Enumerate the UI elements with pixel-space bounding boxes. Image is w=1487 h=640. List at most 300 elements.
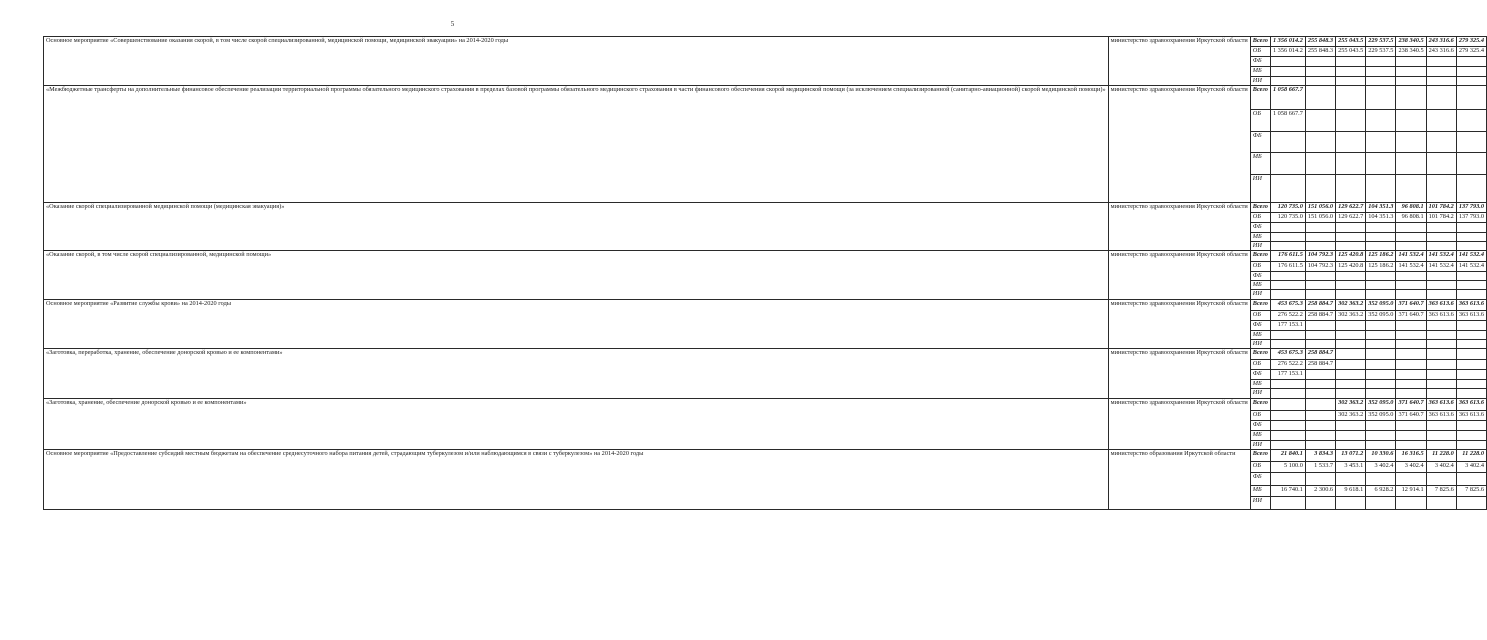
amount-cell	[1336, 281, 1366, 290]
amount-cell: 13 071.2	[1336, 450, 1366, 462]
amount-cell: 258 884.7	[1305, 360, 1335, 370]
amount-cell: 3 453.1	[1336, 462, 1366, 473]
amount-cell	[1426, 421, 1456, 431]
amount-cell: 12 914.1	[1396, 486, 1426, 497]
amount-cell: 141 532.4	[1456, 262, 1486, 272]
amount-cell	[1366, 86, 1396, 110]
amount-cell	[1366, 57, 1396, 67]
amount-cell	[1336, 431, 1366, 441]
amount-cell	[1456, 421, 1486, 431]
amount-cell	[1336, 57, 1366, 67]
responsible-executor: министерство здравоохранения Иркутской области	[1108, 86, 1250, 203]
activity-name: «Заготовка, переработка, хранение, обеспечение донорской кровью и ее компонентами»	[44, 349, 1109, 399]
amount-cell: 141 532.4	[1396, 251, 1426, 262]
amount-cell	[1366, 132, 1396, 153]
responsible-executor: министерство здравоохранения Иркутской области	[1108, 349, 1250, 399]
budget-table	[43, 36, 1487, 510]
amount-cell	[1305, 110, 1335, 132]
amount-cell	[1456, 233, 1486, 242]
amount-cell: 11 228.0	[1426, 450, 1456, 462]
funding-source: ОБ	[1250, 360, 1270, 370]
block-total-row	[44, 37, 1487, 47]
amount-cell: 229 537.5	[1366, 37, 1396, 47]
amount-cell	[1366, 370, 1396, 380]
amount-cell	[1456, 242, 1486, 251]
amount-cell	[1305, 380, 1335, 389]
funding-source: ИИ	[1250, 77, 1270, 86]
amount-cell	[1305, 331, 1335, 340]
responsible-executor: министерство здравоохранения Иркутской области	[1108, 203, 1250, 251]
amount-cell: 371 640.7	[1396, 300, 1426, 311]
funding-source: ОБ	[1250, 311, 1270, 321]
amount-cell: 371 640.7	[1396, 399, 1426, 411]
amount-cell: 363 613.6	[1426, 311, 1456, 321]
amount-cell	[1396, 242, 1426, 251]
amount-cell	[1396, 110, 1426, 132]
amount-cell: 258 884.7	[1305, 311, 1335, 321]
amount-cell	[1456, 473, 1486, 486]
amount-cell	[1366, 272, 1396, 281]
amount-cell	[1396, 223, 1426, 233]
amount-cell	[1270, 281, 1305, 290]
amount-cell	[1366, 340, 1396, 349]
funding-source: МБ	[1250, 380, 1270, 389]
activity-name: «Заготовка, хранение, обеспечение донорской кровью и ее компонентами»	[44, 399, 1109, 450]
amount-cell: 176 611.5	[1270, 251, 1305, 262]
amount-cell	[1456, 497, 1486, 510]
amount-cell	[1426, 272, 1456, 281]
amount-cell	[1366, 473, 1396, 486]
amount-cell	[1336, 153, 1366, 175]
amount-cell	[1456, 441, 1486, 450]
amount-cell	[1270, 57, 1305, 67]
amount-cell	[1270, 431, 1305, 441]
amount-cell: 141 532.4	[1456, 251, 1486, 262]
amount-cell	[1456, 57, 1486, 67]
amount-cell	[1305, 497, 1335, 510]
amount-cell	[1366, 242, 1396, 251]
amount-cell: 302 363.2	[1336, 311, 1366, 321]
amount-cell	[1305, 67, 1335, 77]
amount-cell	[1456, 153, 1486, 175]
amount-cell	[1366, 349, 1396, 360]
amount-cell	[1366, 497, 1396, 510]
amount-cell: 352 095.0	[1366, 300, 1396, 311]
amount-cell: 101 784.2	[1426, 213, 1456, 223]
amount-cell	[1270, 389, 1305, 399]
funding-source: ФБ	[1250, 370, 1270, 380]
activity-name: «Оказание скорой специализированной медицинской помощи (медицинская эвакуация)»	[44, 203, 1109, 251]
block-total-row	[44, 251, 1487, 262]
amount-cell	[1270, 331, 1305, 340]
amount-cell	[1396, 431, 1426, 441]
amount-cell	[1396, 321, 1426, 331]
amount-cell: 3 402.4	[1396, 462, 1426, 473]
amount-cell: 363 613.6	[1456, 311, 1486, 321]
responsible-executor: министерство образования Иркутской области	[1108, 450, 1250, 510]
amount-cell	[1366, 290, 1396, 300]
amount-cell	[1396, 473, 1426, 486]
amount-cell	[1336, 110, 1366, 132]
amount-cell: 21 840.1	[1270, 450, 1305, 462]
funding-source: ФБ	[1250, 132, 1270, 153]
amount-cell: 352 095.0	[1366, 411, 1396, 421]
amount-cell	[1456, 86, 1486, 110]
amount-cell	[1426, 349, 1456, 360]
amount-cell: 176 611.5	[1270, 262, 1305, 272]
amount-cell	[1305, 321, 1335, 331]
amount-cell	[1270, 290, 1305, 300]
amount-cell: 141 532.4	[1396, 262, 1426, 272]
funding-source: Всего	[1250, 450, 1270, 462]
funding-source: ФБ	[1250, 473, 1270, 486]
amount-cell	[1396, 86, 1426, 110]
amount-cell	[1456, 132, 1486, 153]
amount-cell	[1396, 77, 1426, 86]
activity-name: Основное мероприятие «Совершенствование оказания скорой, в том числе скорой специализированной, медицинской помощи, медицинской эвакуации» на 2014-2020 годы	[44, 37, 1109, 86]
amount-cell: 363 613.6	[1426, 411, 1456, 421]
amount-cell: 3 402.4	[1366, 462, 1396, 473]
amount-cell: 3 834.3	[1305, 450, 1335, 462]
amount-cell	[1396, 389, 1426, 399]
amount-cell: 243 316.6	[1426, 37, 1456, 47]
funding-source: ИИ	[1250, 340, 1270, 349]
amount-cell	[1396, 421, 1426, 431]
amount-cell	[1456, 340, 1486, 349]
amount-cell	[1426, 57, 1456, 67]
amount-cell	[1456, 272, 1486, 281]
amount-cell: 129 622.7	[1336, 213, 1366, 223]
amount-cell	[1396, 441, 1426, 450]
funding-source: ФБ	[1250, 321, 1270, 331]
funding-source: ИИ	[1250, 175, 1270, 203]
amount-cell	[1305, 389, 1335, 399]
funding-source: ФБ	[1250, 223, 1270, 233]
amount-cell: 104 351.3	[1366, 213, 1396, 223]
amount-cell	[1396, 281, 1426, 290]
amount-cell	[1366, 389, 1396, 399]
activity-name: «Оказание скорой, в том числе скорой специализированной, медицинской помощи»	[44, 251, 1109, 300]
amount-cell	[1305, 411, 1335, 421]
amount-cell	[1426, 290, 1456, 300]
amount-cell	[1305, 223, 1335, 233]
amount-cell: 363 613.6	[1456, 411, 1486, 421]
amount-cell	[1426, 223, 1456, 233]
amount-cell: 255 043.5	[1336, 47, 1366, 57]
amount-cell: 3 402.4	[1456, 462, 1486, 473]
amount-cell	[1396, 233, 1426, 242]
amount-cell: 101 784.2	[1426, 203, 1456, 213]
amount-cell	[1336, 370, 1366, 380]
amount-cell	[1456, 370, 1486, 380]
amount-cell	[1396, 175, 1426, 203]
amount-cell: 10 330.6	[1366, 450, 1396, 462]
amount-cell: 229 537.5	[1366, 47, 1396, 57]
amount-cell	[1336, 321, 1366, 331]
amount-cell	[1270, 411, 1305, 421]
amount-cell	[1426, 431, 1456, 441]
amount-cell	[1305, 175, 1335, 203]
block-total-row	[44, 86, 1487, 110]
amount-cell	[1366, 153, 1396, 175]
block-total-row	[44, 203, 1487, 213]
amount-cell: 120 735.0	[1270, 213, 1305, 223]
amount-cell	[1426, 153, 1456, 175]
amount-cell: 6 928.2	[1366, 486, 1396, 497]
amount-cell	[1270, 473, 1305, 486]
amount-cell	[1366, 67, 1396, 77]
amount-cell	[1396, 340, 1426, 349]
amount-cell	[1270, 340, 1305, 349]
amount-cell	[1305, 399, 1335, 411]
amount-cell	[1270, 421, 1305, 431]
amount-cell	[1426, 281, 1456, 290]
funding-source: ОБ	[1250, 411, 1270, 421]
amount-cell: 276 522.2	[1270, 360, 1305, 370]
amount-cell	[1426, 233, 1456, 242]
amount-cell	[1426, 331, 1456, 340]
block-total-row	[44, 450, 1487, 462]
amount-cell: 104 792.3	[1305, 251, 1335, 262]
amount-cell	[1336, 421, 1366, 431]
funding-source: Всего	[1250, 203, 1270, 213]
amount-cell	[1426, 473, 1456, 486]
amount-cell	[1336, 380, 1366, 389]
amount-cell	[1366, 281, 1396, 290]
amount-cell: 125 420.8	[1336, 251, 1366, 262]
amount-cell	[1366, 421, 1396, 431]
amount-cell	[1396, 132, 1426, 153]
amount-cell	[1456, 321, 1486, 331]
amount-cell: 7 825.6	[1426, 486, 1456, 497]
amount-cell: 5 100.0	[1270, 462, 1305, 473]
amount-cell	[1426, 86, 1456, 110]
amount-cell: 3 402.4	[1426, 462, 1456, 473]
amount-cell: 96 808.1	[1396, 203, 1426, 213]
amount-cell	[1366, 380, 1396, 389]
amount-cell: 151 056.0	[1305, 213, 1335, 223]
amount-cell: 104 792.3	[1305, 262, 1335, 272]
amount-cell: 371 640.7	[1396, 411, 1426, 421]
amount-cell	[1426, 110, 1456, 132]
amount-cell	[1336, 340, 1366, 349]
amount-cell	[1456, 175, 1486, 203]
funding-source: Всего	[1250, 349, 1270, 360]
block-total-row	[44, 300, 1487, 311]
amount-cell: 7 825.6	[1456, 486, 1486, 497]
amount-cell: 141 532.4	[1426, 262, 1456, 272]
amount-cell	[1270, 175, 1305, 203]
amount-cell: 302 363.2	[1336, 300, 1366, 311]
funding-source: ФБ	[1250, 57, 1270, 67]
amount-cell: 352 095.0	[1366, 399, 1396, 411]
amount-cell	[1336, 132, 1366, 153]
amount-cell	[1270, 497, 1305, 510]
amount-cell	[1396, 370, 1426, 380]
amount-cell	[1456, 67, 1486, 77]
amount-cell	[1396, 497, 1426, 510]
amount-cell: 137 793.0	[1456, 213, 1486, 223]
amount-cell	[1426, 175, 1456, 203]
funding-source: Всего	[1250, 251, 1270, 262]
responsible-executor: министерство здравоохранения Иркутской области	[1108, 251, 1250, 300]
funding-source: ОБ	[1250, 262, 1270, 272]
amount-cell: 276 522.2	[1270, 311, 1305, 321]
amount-cell	[1366, 233, 1396, 242]
amount-cell: 1 058 667.7	[1270, 86, 1305, 110]
amount-cell	[1456, 389, 1486, 399]
funding-source: Всего	[1250, 300, 1270, 311]
amount-cell	[1366, 441, 1396, 450]
activity-name: Основное мероприятие «Предоставление субсидий местным бюджетам на обеспечение среднесуточного набора питания детей, страдающим туберкулезом и/или наблюдающимся в связи с туберкулезом» на 2014-2020 годы	[44, 450, 1109, 510]
amount-cell	[1396, 290, 1426, 300]
amount-cell	[1396, 153, 1426, 175]
amount-cell: 243 316.6	[1426, 47, 1456, 57]
amount-cell	[1305, 242, 1335, 251]
funding-source: ИИ	[1250, 441, 1270, 450]
amount-cell	[1336, 473, 1366, 486]
amount-cell	[1456, 431, 1486, 441]
funding-source: МБ	[1250, 281, 1270, 290]
amount-cell	[1305, 132, 1335, 153]
amount-cell	[1396, 331, 1426, 340]
amount-cell	[1456, 281, 1486, 290]
amount-cell	[1270, 223, 1305, 233]
amount-cell: 96 808.1	[1396, 213, 1426, 223]
amount-cell	[1270, 67, 1305, 77]
amount-cell	[1336, 497, 1366, 510]
budget-table-body	[44, 37, 1487, 510]
amount-cell	[1456, 331, 1486, 340]
amount-cell	[1305, 281, 1335, 290]
funding-source: МБ	[1250, 233, 1270, 242]
amount-cell	[1270, 242, 1305, 251]
amount-cell	[1366, 223, 1396, 233]
amount-cell	[1366, 77, 1396, 86]
amount-cell: 279 325.4	[1456, 37, 1486, 47]
amount-cell	[1426, 132, 1456, 153]
amount-cell	[1270, 441, 1305, 450]
amount-cell: 177 153.1	[1270, 321, 1305, 331]
funding-source: Всего	[1250, 86, 1270, 110]
amount-cell	[1305, 272, 1335, 281]
amount-cell	[1336, 242, 1366, 251]
amount-cell	[1426, 340, 1456, 349]
amount-cell	[1366, 321, 1396, 331]
funding-source: ФБ	[1250, 421, 1270, 431]
amount-cell: 255 848.3	[1305, 37, 1335, 47]
funding-source: ОБ	[1250, 47, 1270, 57]
amount-cell	[1305, 473, 1335, 486]
amount-cell	[1366, 331, 1396, 340]
amount-cell	[1426, 321, 1456, 331]
amount-cell	[1270, 272, 1305, 281]
amount-cell: 11 228.0	[1456, 450, 1486, 462]
amount-cell	[1396, 272, 1426, 281]
amount-cell: 238 340.5	[1396, 37, 1426, 47]
amount-cell	[1456, 110, 1486, 132]
amount-cell	[1396, 380, 1426, 389]
responsible-executor: министерство здравоохранения Иркутской области	[1108, 399, 1250, 450]
responsible-executor: министерство здравоохранения Иркутской области	[1108, 300, 1250, 349]
amount-cell	[1426, 441, 1456, 450]
amount-cell	[1336, 67, 1366, 77]
amount-cell	[1336, 360, 1366, 370]
amount-cell: 1 058 667.7	[1270, 110, 1305, 132]
amount-cell: 177 153.1	[1270, 370, 1305, 380]
amount-cell	[1336, 441, 1366, 450]
amount-cell: 1 356 014.2	[1270, 37, 1305, 47]
amount-cell	[1456, 77, 1486, 86]
amount-cell	[1366, 175, 1396, 203]
amount-cell: 302 363.2	[1336, 411, 1366, 421]
amount-cell	[1270, 132, 1305, 153]
amount-cell	[1456, 223, 1486, 233]
amount-cell	[1305, 421, 1335, 431]
amount-cell	[1336, 331, 1366, 340]
amount-cell	[1305, 233, 1335, 242]
amount-cell	[1305, 57, 1335, 67]
amount-cell	[1336, 389, 1366, 399]
amount-cell	[1456, 349, 1486, 360]
amount-cell	[1270, 380, 1305, 389]
amount-cell: 453 675.3	[1270, 300, 1305, 311]
amount-cell: 125 186.2	[1366, 251, 1396, 262]
funding-source: ОБ	[1250, 110, 1270, 132]
amount-cell	[1396, 67, 1426, 77]
amount-cell	[1305, 340, 1335, 349]
amount-cell	[1336, 86, 1366, 110]
amount-cell	[1336, 290, 1366, 300]
amount-cell	[1336, 175, 1366, 203]
amount-cell	[1456, 380, 1486, 389]
amount-cell	[1396, 349, 1426, 360]
amount-cell	[1396, 57, 1426, 67]
amount-cell: 16 740.1	[1270, 486, 1305, 497]
amount-cell: 363 613.6	[1456, 300, 1486, 311]
amount-cell	[1426, 389, 1456, 399]
block-total-row	[44, 399, 1487, 411]
funding-source: ОБ	[1250, 213, 1270, 223]
responsible-executor: министерство здравоохранения Иркутской области	[1108, 37, 1250, 86]
activity-name: «Межбюджетные трансферты на дополнительные финансовое обеспечение реализации территориальной программы обязательного медицинского страхования в пределах базовой программы обязательного медицинского страхования в части финансового обеспечения скорой медицинской помощи (за исключением специализированной (санитарно-авиационной) скорой медицинской помощи)»	[44, 86, 1109, 203]
amount-cell: 2 300.6	[1305, 486, 1335, 497]
amount-cell	[1336, 233, 1366, 242]
funding-source: МБ	[1250, 331, 1270, 340]
amount-cell: 453 675.3	[1270, 349, 1305, 360]
amount-cell	[1270, 153, 1305, 175]
amount-cell: 363 613.6	[1426, 399, 1456, 411]
amount-cell	[1336, 223, 1366, 233]
funding-source: ФБ	[1250, 272, 1270, 281]
funding-source: МБ	[1250, 153, 1270, 175]
amount-cell	[1305, 77, 1335, 86]
funding-source: ИИ	[1250, 389, 1270, 399]
amount-cell: 302 363.2	[1336, 399, 1366, 411]
funding-source: ИИ	[1250, 290, 1270, 300]
amount-cell	[1270, 77, 1305, 86]
amount-cell: 141 532.4	[1426, 251, 1456, 262]
amount-cell	[1305, 153, 1335, 175]
amount-cell	[1305, 370, 1335, 380]
amount-cell	[1426, 370, 1456, 380]
amount-cell	[1366, 431, 1396, 441]
amount-cell: 279 325.4	[1456, 47, 1486, 57]
amount-cell: 258 884.7	[1305, 349, 1335, 360]
amount-cell	[1305, 441, 1335, 450]
amount-cell	[1456, 290, 1486, 300]
amount-cell: 151 056.0	[1305, 203, 1335, 213]
